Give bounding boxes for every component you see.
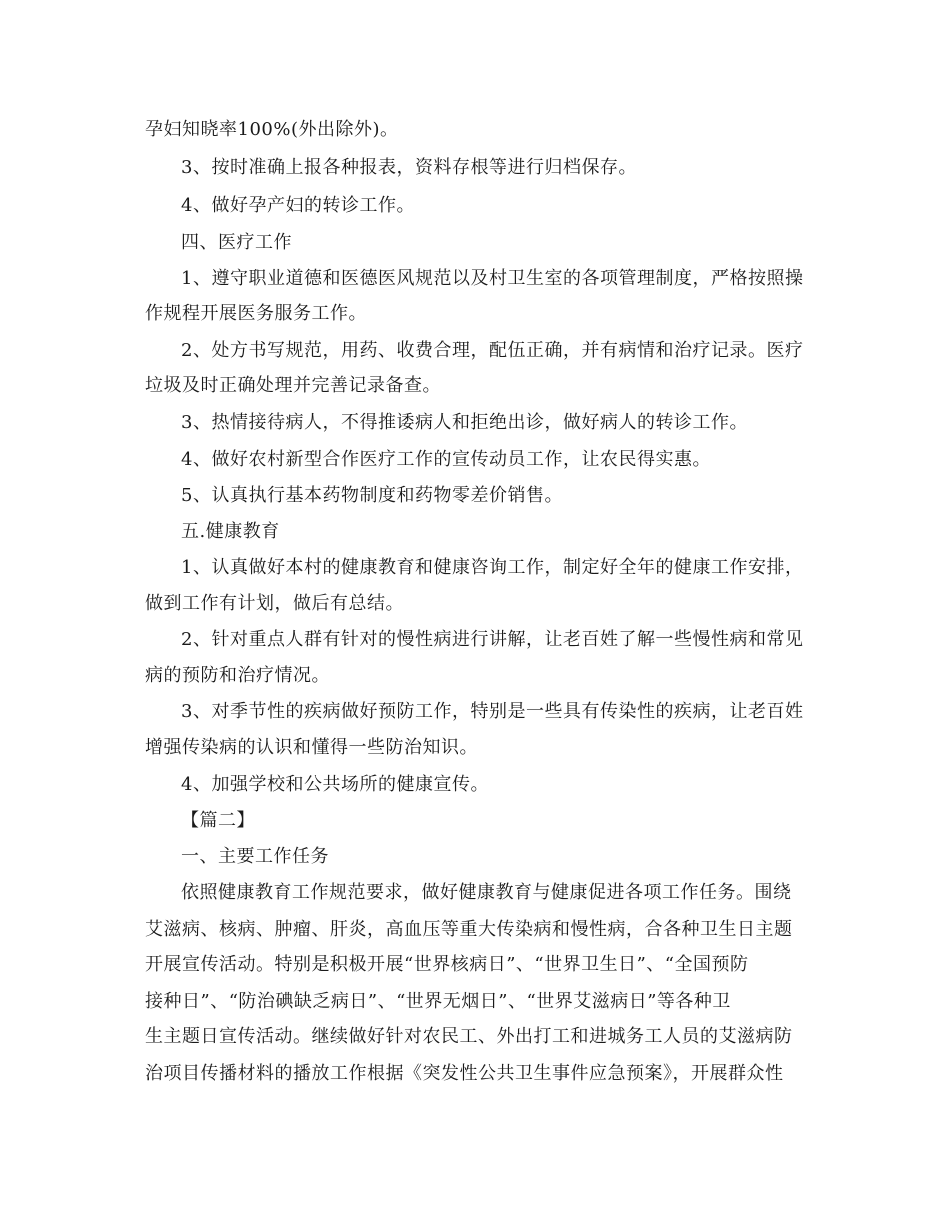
text-line: 4、做好孕产妇的转诊工作。 (181, 195, 415, 216)
text-line: 做到工作有计划，做后有总结。 (145, 593, 404, 614)
text-line: 接种日”、“防治碘缺乏病日”、“世界无烟日”、“世界艾滋病日”等各种卫 (145, 991, 731, 1012)
text-line: 艾滋病、核病、肿瘤、肝炎，高血压等重大传染病和慢性病，合各种卫生日主题 (145, 919, 793, 940)
text-line: 依照健康教育工作规范要求，做好健康教育与健康促进各项工作任务。围绕 (181, 882, 792, 903)
text-line: 5、认真执行基本药物制度和药物零差价销售。 (181, 485, 563, 506)
section-heading: 五.健康教育 (181, 521, 280, 542)
text-line: 病的预防和治疗情况。 (145, 665, 330, 686)
text-line: 3、热情接待病人，不得推诿病人和拒绝出诊，做好病人的转诊工作。 (181, 412, 748, 433)
text-line: 3、按时准确上报各种报表，资料存根等进行归档保存。 (181, 157, 637, 178)
text-line: 4、加强学校和公共场所的健康宣传。 (181, 774, 489, 795)
section-heading: 四、医疗工作 (181, 232, 292, 253)
text-line: 3、对季节性的疾病做好预防工作，特别是一些具有传染性的疾病，让老百姓 (181, 701, 804, 722)
text-line: 垃圾及时正确处理并完善记录备查。 (145, 375, 441, 396)
text-line: 4、做好农村新型合作医疗工作的宣传动员工作，让农民得实惠。 (181, 449, 711, 470)
section-heading: 【篇二】 (181, 810, 255, 831)
text-line: 作规程开展医务服务工作。 (145, 303, 367, 324)
text-line: 1、认真做好本村的健康教育和健康咨询工作，制定好全年的健康工作安排， (181, 557, 804, 578)
text-line: 增强传染病的认识和懂得一些防治知识。 (145, 737, 478, 758)
text-line: 2、处方书写规范，用药、收费合理，配伍正确，并有病情和治疗记录。医疗 (181, 340, 804, 361)
text-line: 孕妇知晓率100%(外出除外)。 (145, 119, 399, 140)
text-line: 生主题日宣传活动。继续做好针对农民工、外出打工和进城务工人员的艾滋病防 (145, 1026, 793, 1047)
text-line: 开展宣传活动。特别是积极开展“世界核病日”、“世界卫生日”、“全国预防 (145, 954, 749, 975)
section-heading: 一、主要工作任务 (181, 846, 329, 867)
text-line: 1、遵守职业道德和医德医风规范以及村卫生室的各项管理制度，严格按照操 (181, 268, 804, 289)
text-line: 治项目传播材料的播放工作根据《突发性公共卫生事件应急预案》，开展群众性 (145, 1063, 784, 1084)
text-line: 2、针对重点人群有针对的慢性病进行讲解，让老百姓了解一些慢性病和常见 (181, 629, 804, 650)
